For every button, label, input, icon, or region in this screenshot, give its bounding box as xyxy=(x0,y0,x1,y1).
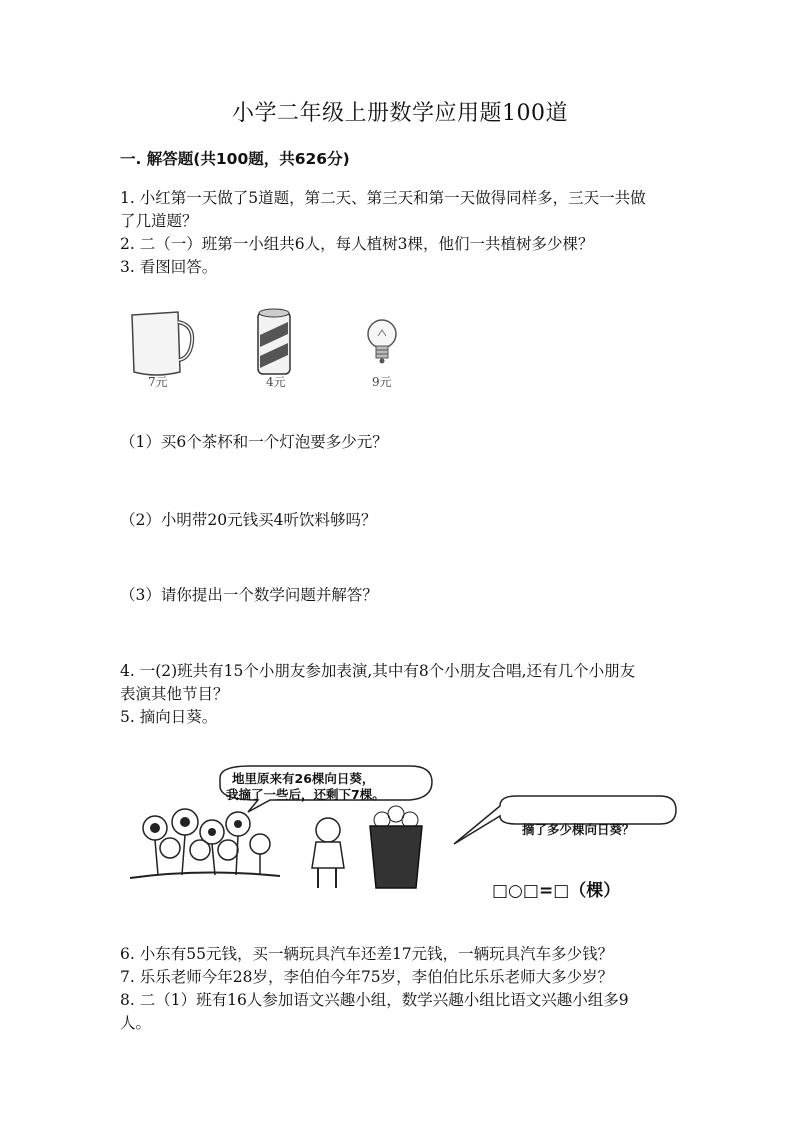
section-heading: 一. 解答题(共100题，共626分) xyxy=(120,150,350,168)
sunflower-field-icon xyxy=(130,809,280,878)
question-8-line-1: 8. 二（1）班有16人参加语文兴趣小组，数学兴趣小组比语文兴趣小组多9 xyxy=(120,991,629,1009)
flower-basket-icon xyxy=(370,806,422,888)
can-price: 4元 xyxy=(266,375,286,389)
question-4-line-1: 4. 一(2)班共有15个小朋友参加表演,其中有8个小朋友合唱,还有几个小朋友 xyxy=(120,662,636,680)
question-6: 6. 小东有55元钱，买一辆玩具汽车还差17元钱，一辆玩具汽车多少钱？ xyxy=(120,945,614,963)
bulb-price: 9元 xyxy=(372,375,392,389)
question-1-line-2: 了几道题？ xyxy=(120,212,198,230)
child-icon xyxy=(312,818,344,888)
question-2: 2. 二（一）班第一小组共6人，每人植树3棵，他们一共植树多少棵？ xyxy=(120,235,594,253)
question-4-line-2: 表演其他节目？ xyxy=(120,685,229,703)
page-title: 小学二年级上册数学应用题100道 xyxy=(232,101,568,126)
bubble-girl-line-2: 我摘了一些后，还剩下7棵。 xyxy=(226,787,385,802)
question-5: 5. 摘向日葵。 xyxy=(120,708,218,726)
question-7: 7. 乐乐老师今年28岁，李伯伯今年75岁，李伯伯比乐乐老师大多少岁？ xyxy=(120,968,614,986)
question-3-part-1: （1）买6个茶杯和一个灯泡要多少元？ xyxy=(120,433,388,451)
answer-formula: □○□=□（棵） xyxy=(492,881,621,901)
bubble-question-text: 摘了多少棵向日葵？ xyxy=(522,822,635,837)
cup-price: 7元 xyxy=(148,375,168,389)
drink-can-icon xyxy=(258,309,290,374)
bubble-girl-line-1: 地里原来有26棵向日葵， xyxy=(232,771,375,786)
question-3-part-3: （3）请你提出一个数学问题并解答？ xyxy=(120,586,378,604)
question-3: 3. 看图回答。 xyxy=(120,258,218,276)
question-3-part-2: （2）小明带20元钱买4听饮料够吗？ xyxy=(120,511,377,529)
question-8-line-2: 人。 xyxy=(120,1014,152,1032)
light-bulb-icon xyxy=(368,320,396,364)
cup-icon xyxy=(132,312,192,375)
question-1-line-1: 1. 小红第一天做了5道题，第二天、第三天和第一天做得同样多，三天一共做 xyxy=(120,189,646,207)
